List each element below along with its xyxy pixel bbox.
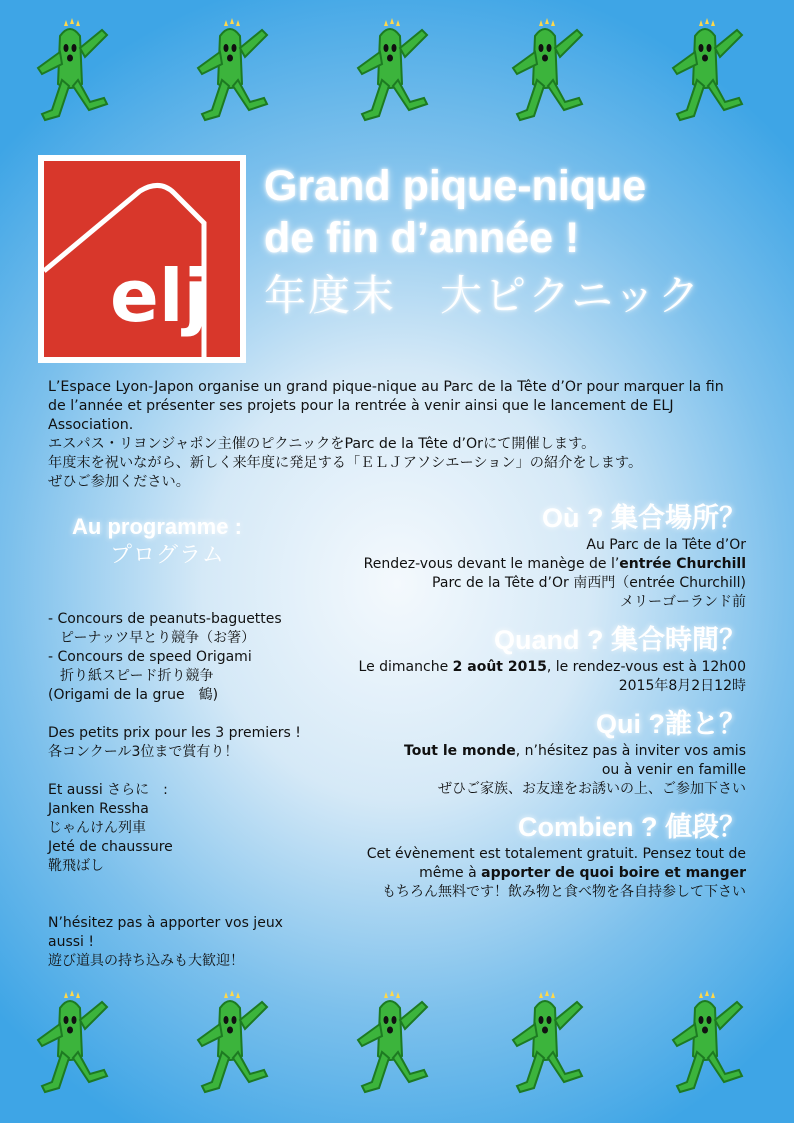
programme-heading: Au programme : xyxy=(72,514,242,539)
who-line-1 xyxy=(316,742,746,761)
intro-jp-2: 年度末を祝いながら、新しく来年度に発足する「ＥＬＪアソシエーション」の紹介をします。 xyxy=(48,455,643,471)
when-line-1a: Le dimanche xyxy=(358,659,453,675)
cost-line-2b: apporter de quoi boire et manger xyxy=(481,865,746,881)
games-text-jp: 遊び道具の持ち込みも大歓迎！ xyxy=(48,953,244,969)
info-section xyxy=(316,500,746,902)
cactuar-icon xyxy=(665,990,745,1100)
logo-text: elj xyxy=(110,254,209,338)
cost-line-1: Cet évènement est totalement gratuit. Pensez tout de xyxy=(366,846,746,862)
games-text: N’hésitez pas à apporter vos jeux aussi ! xyxy=(48,915,283,950)
programme-item-2-jp: 折り紙スピード折り競争 xyxy=(60,668,214,684)
when-heading: Quand ? 集合時間？ xyxy=(494,625,746,655)
programme-item-2: - Concours de speed Origami xyxy=(48,649,252,665)
when-line-2: 2015年8月2日12時 xyxy=(618,678,746,694)
who-line-2: ou à venir en famille xyxy=(601,762,746,778)
who-line-1b: , n’hésitez pas à inviter vos amis xyxy=(515,743,746,759)
cactuar-icon xyxy=(505,990,585,1100)
where-heading: Où ? 集合場所？ xyxy=(542,503,746,533)
intro-jp-1: エスパス・リヨンジャポン主催のピクニックをParc de la Tête d’Orにて開催します。 xyxy=(48,436,596,452)
where-line-1: Au Parc de la Tête d’Or xyxy=(586,537,746,553)
elj-logo xyxy=(38,155,246,363)
cactuar-icon xyxy=(30,990,110,1100)
prizes-text-jp: 各コンクール3位まで賞有り！ xyxy=(48,744,239,760)
when-line-1c: , le rendez-vous est à 12h00 xyxy=(546,659,746,675)
page-title xyxy=(264,160,701,324)
title-line-2: de fin d’année ! xyxy=(264,214,580,262)
where-line-3: Parc de la Tête d’Or 南西門（entrée Churchill) xyxy=(432,575,746,591)
cactuar-icon xyxy=(190,18,270,128)
janken-text-jp: じゃんけん列車 xyxy=(48,820,146,836)
cactuar-icon xyxy=(30,18,110,128)
intro-text xyxy=(48,378,738,492)
janken-text: Janken Ressha xyxy=(48,801,149,817)
cactuar-icon xyxy=(505,18,585,128)
cactuar-icon xyxy=(350,18,430,128)
who-line-1a: Tout le monde xyxy=(404,743,516,759)
where-line-4: メリーゴーランド前 xyxy=(620,594,746,610)
where-line-2b: entrée Churchill xyxy=(619,556,746,572)
programme-heading-jp: プログラム xyxy=(110,543,225,568)
intro-fr: L’Espace Lyon-Japon organise un grand pique-nique au Parc de la Tête d’Or pour marquer la fin de l’année et présenter ses projets pour la rentrée à venir ainsi que le lancement de ELJ Association. xyxy=(48,379,724,433)
shoe-text-jp: 靴飛ばし xyxy=(48,858,104,874)
cactuar-icon xyxy=(665,18,745,128)
programme-item-1: - Concours de peanuts-baguettes xyxy=(48,611,282,627)
when-line-1 xyxy=(316,658,746,677)
when-line-1b: 2 août 2015 xyxy=(452,659,547,675)
also-text: Et aussi さらに : xyxy=(48,782,168,798)
cost-heading: Combien ? 値段？ xyxy=(518,812,746,842)
where-line-2 xyxy=(316,555,746,574)
programme-item-1-jp: ピーナッツ早とり競争（お箸） xyxy=(60,630,256,646)
programme-section xyxy=(48,512,348,971)
title-japanese: 年度末 大ピクニック xyxy=(264,271,702,320)
title-line-1: Grand pique-nique xyxy=(264,162,647,210)
cost-line-2a: même à xyxy=(419,865,482,881)
where-line-2a: Rendez-vous devant le manège de l’ xyxy=(363,556,620,572)
cost-line-2 xyxy=(316,864,746,883)
who-line-3: ぜひご家族、お友達をお誘いの上、ご参加下さい xyxy=(438,781,746,797)
cost-line-3: もちろん無料です！飲み物と食べ物を各自持参して下さい xyxy=(382,884,746,900)
who-heading: Qui ?誰と？ xyxy=(596,709,746,739)
cactuar-icon xyxy=(190,990,270,1100)
programme-item-2-sub: (Origami de la grue 鶴) xyxy=(48,687,219,703)
shoe-text: Jeté de chaussure xyxy=(48,839,173,855)
cactuar-icon xyxy=(350,990,430,1100)
intro-jp-3: ぜひご参加ください。 xyxy=(48,474,190,490)
prizes-text: Des petits prix pour les 3 premiers ! xyxy=(48,725,301,741)
